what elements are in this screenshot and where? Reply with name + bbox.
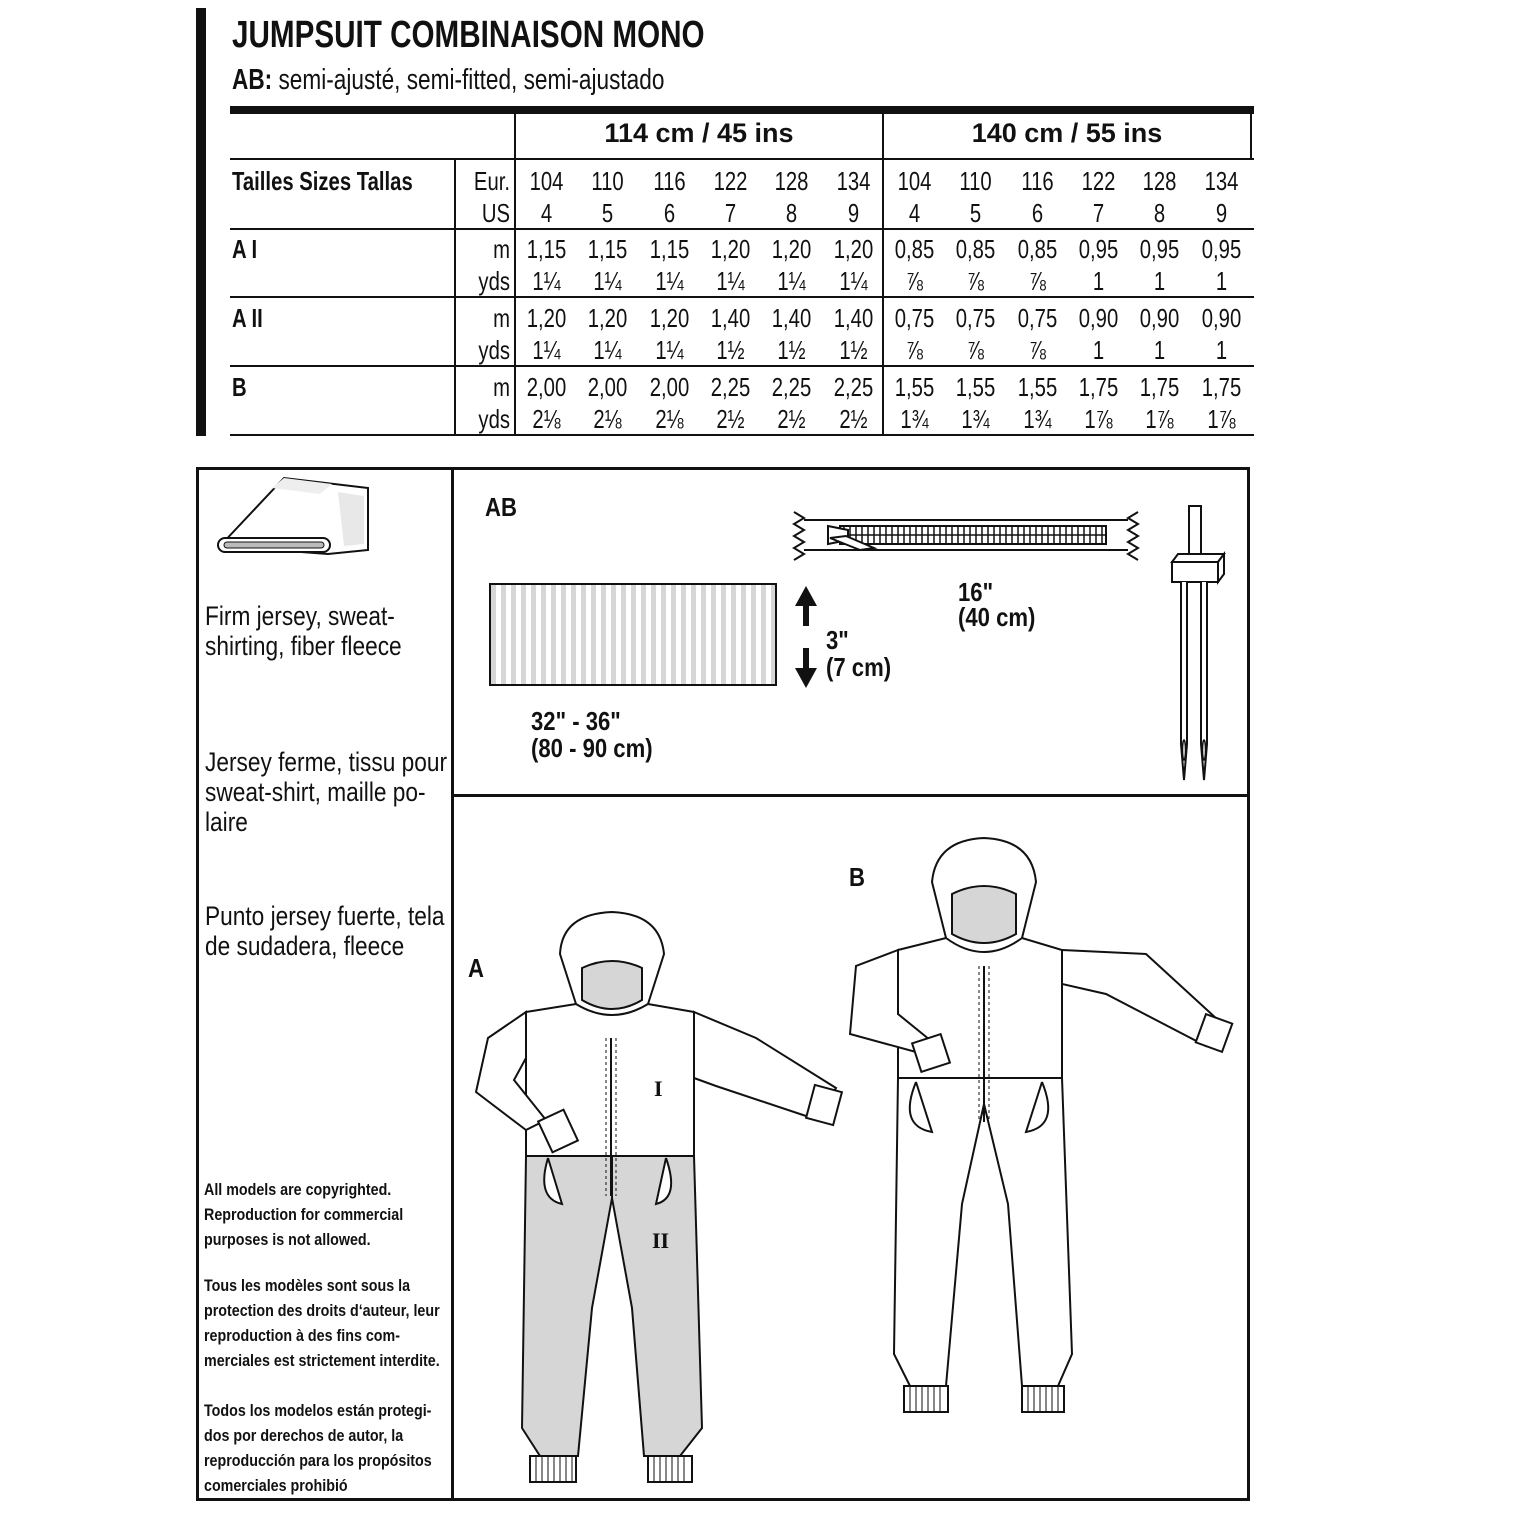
yards-value: ⅞ (967, 335, 984, 365)
view-a-part-1: I (654, 1076, 663, 1101)
yards-value: 1⅞ (1207, 404, 1236, 434)
yards-value: 1 (1215, 266, 1228, 296)
yardage-table (230, 106, 1254, 438)
yards-value: ⅞ (906, 335, 923, 365)
yards-value: 1⅞ (1145, 404, 1174, 434)
yards-value: 1½ (716, 335, 745, 365)
sizes-label: Tailles Sizes Tallas (232, 166, 413, 196)
eur-size: 122 (1081, 166, 1116, 196)
meters-value: 1,75 (1078, 372, 1119, 402)
yards-value: 2⅛ (532, 404, 561, 434)
eur-size: 110 (959, 166, 992, 196)
unit-yds: yds (478, 266, 510, 296)
twin-needle-icon (1166, 504, 1230, 786)
unit-m: m (493, 303, 510, 333)
meters-value: 1,55 (894, 372, 935, 402)
us-size: 5 (601, 198, 614, 228)
col-rule-140 (882, 112, 884, 436)
fit-description (232, 64, 664, 97)
yards-value: 2⅛ (655, 404, 684, 434)
meters-value: 0,90 (1139, 303, 1180, 333)
yards-value: 1 (1092, 335, 1105, 365)
yards-value: 2½ (839, 404, 868, 434)
eur-size: 104 (897, 166, 932, 196)
copyright-es: Todos los modelos están protegi-dos por derechos de autor, la reproducción para los propósitos comerciales prohibió (204, 1401, 432, 1495)
yards-value: ⅞ (1029, 335, 1046, 365)
unit-yds: yds (478, 335, 510, 365)
eur-size: 128 (1142, 166, 1177, 196)
unit-yds: yds (478, 404, 510, 434)
yards-value: 2½ (716, 404, 745, 434)
width-header-140: 140 cm / 55 ins (971, 118, 1163, 148)
us-size: 7 (724, 198, 737, 228)
meters-value: 0,75 (894, 303, 935, 333)
copyright-fr: Tous les modèles sont sous la protection des droits d‘auteur, leur reproduction à des fins com-merciales est strictement interdite. (204, 1276, 440, 1370)
page-title: JUMPSUIT COMBINAISON MONO (232, 14, 705, 56)
yards-value: 1¼ (532, 266, 561, 296)
meters-value: 1,75 (1201, 372, 1242, 402)
yards-value: ⅞ (967, 266, 984, 296)
yards-value: 1½ (839, 335, 868, 365)
yards-value: 1¾ (900, 404, 929, 434)
zipper-length: 16" (958, 577, 994, 607)
eur-size: 116 (653, 166, 686, 196)
notions-label: AB (485, 492, 517, 522)
meters-value: 1,20 (833, 234, 874, 264)
yards-value: 1¼ (839, 266, 868, 296)
row-label: A I (232, 234, 258, 264)
yards-value: 2½ (777, 404, 806, 434)
meters-value: 1,55 (955, 372, 996, 402)
fit-text: semi-ajusté, semi-fitted, semi-ajustado (278, 64, 665, 96)
yards-value: ⅞ (1029, 266, 1046, 296)
meters-value: 2,00 (526, 372, 567, 402)
unit-m: m (493, 372, 510, 402)
meters-value: 0,90 (1201, 303, 1242, 333)
fabric-text-en: Firm jersey, sweat-shirting, fiber fleece (205, 601, 402, 661)
meters-value: 1,15 (526, 234, 567, 264)
meters-value: 1,15 (587, 234, 628, 264)
meters-value: 1,20 (771, 234, 812, 264)
yards-value: 1 (1092, 266, 1105, 296)
us-size: 8 (1153, 198, 1166, 228)
yards-value: 1 (1153, 266, 1166, 296)
us-size: 4 (540, 198, 553, 228)
meters-value: 2,00 (649, 372, 690, 402)
view-a-part-2: II (652, 1228, 670, 1253)
eur-size: 104 (529, 166, 564, 196)
meters-value: 0,85 (955, 234, 996, 264)
zipper-icon (790, 506, 1142, 564)
height-arrow-icon (793, 584, 819, 690)
yards-value: 1¼ (655, 266, 684, 296)
meters-value: 0,95 (1201, 234, 1242, 264)
jumpsuit-view-b-illustration (846, 834, 1246, 1424)
header-row-rule (230, 158, 1254, 160)
col-rule-end (1250, 112, 1252, 160)
us-size: 7 (1092, 198, 1105, 228)
rib-length-cm: (80 - 90 cm) (531, 733, 653, 763)
meters-value: 0,95 (1078, 234, 1119, 264)
meters-value: 2,25 (833, 372, 874, 402)
meters-value: 1,40 (771, 303, 812, 333)
col-rule-114 (514, 112, 516, 436)
copyright-en: All models are copyrighted. Reproduction for commercial purposes is not allowed. (204, 1180, 404, 1249)
rib-height-cm: (7 cm) (826, 652, 892, 682)
us-size: 9 (1215, 198, 1228, 228)
fabric-roll-icon (212, 474, 377, 560)
yards-value: 1¼ (593, 335, 622, 365)
us-size: 5 (969, 198, 982, 228)
eur-size: 128 (774, 166, 809, 196)
fit-label: AB: (232, 64, 273, 96)
meters-value: 1,20 (710, 234, 751, 264)
meters-value: 1,55 (1017, 372, 1058, 402)
eur-size: 116 (1021, 166, 1054, 196)
header-accent-bar (196, 8, 206, 436)
yards-value: 2⅛ (593, 404, 622, 434)
unit-m: m (493, 234, 510, 264)
eur-size: 122 (713, 166, 748, 196)
eur-label: Eur. (473, 166, 510, 196)
meters-value: 1,75 (1139, 372, 1180, 402)
table-top-rule (230, 106, 1254, 114)
row-label: B (232, 372, 247, 402)
fabric-text-es: Punto jersey fuerte, tela de sudadera, fleece (205, 901, 445, 961)
yards-value: 1¼ (777, 266, 806, 296)
yards-value: 1¼ (655, 335, 684, 365)
yards-value: 1¼ (593, 266, 622, 296)
us-size: 4 (908, 198, 921, 228)
meters-value: 0,75 (955, 303, 996, 333)
eur-size: 110 (591, 166, 624, 196)
meters-value: 1,20 (526, 303, 567, 333)
jumpsuit-view-a-illustration (466, 908, 866, 1488)
eur-size: 134 (836, 166, 871, 196)
meters-value: 2,25 (710, 372, 751, 402)
us-label: US (481, 198, 510, 228)
yards-value: 1½ (777, 335, 806, 365)
meters-value: 0,95 (1139, 234, 1180, 264)
us-size: 9 (847, 198, 860, 228)
us-size: 6 (1031, 198, 1044, 228)
yards-value: 1¾ (961, 404, 990, 434)
meters-value: 1,15 (649, 234, 690, 264)
width-header-114: 114 cm / 45 ins (604, 118, 794, 148)
view-b-label: B (849, 862, 865, 892)
meters-value: 2,25 (771, 372, 812, 402)
meters-value: 1,40 (833, 303, 874, 333)
yards-value: 1¾ (1023, 404, 1052, 434)
eur-size: 134 (1204, 166, 1239, 196)
yards-value: ⅞ (906, 266, 923, 296)
meters-value: 2,00 (587, 372, 628, 402)
meters-value: 0,75 (1017, 303, 1058, 333)
yards-value: 1¼ (716, 266, 745, 296)
meters-value: 1,20 (587, 303, 628, 333)
meters-value: 0,85 (894, 234, 935, 264)
rib-knit-swatch (489, 583, 779, 687)
yards-value: 1¼ (532, 335, 561, 365)
notions-divider (451, 794, 1250, 797)
rib-height: 3" (826, 625, 849, 655)
meters-value: 1,20 (649, 303, 690, 333)
yards-value: 1 (1153, 335, 1166, 365)
yards-value: 1 (1215, 335, 1228, 365)
rib-length: 32" - 36" (531, 706, 621, 736)
us-size: 6 (663, 198, 676, 228)
fabric-text-fr: Jersey ferme, tissu pour sweat-shirt, maille po-laire (205, 747, 448, 837)
meters-value: 0,85 (1017, 234, 1058, 264)
zipper-length-cm: (40 cm) (958, 602, 1036, 632)
row-label: A II (232, 303, 263, 333)
us-size: 8 (785, 198, 798, 228)
meters-value: 0,90 (1078, 303, 1119, 333)
yards-value: 1⅞ (1084, 404, 1113, 434)
view-a-label: A (468, 953, 484, 983)
meters-value: 1,40 (710, 303, 751, 333)
